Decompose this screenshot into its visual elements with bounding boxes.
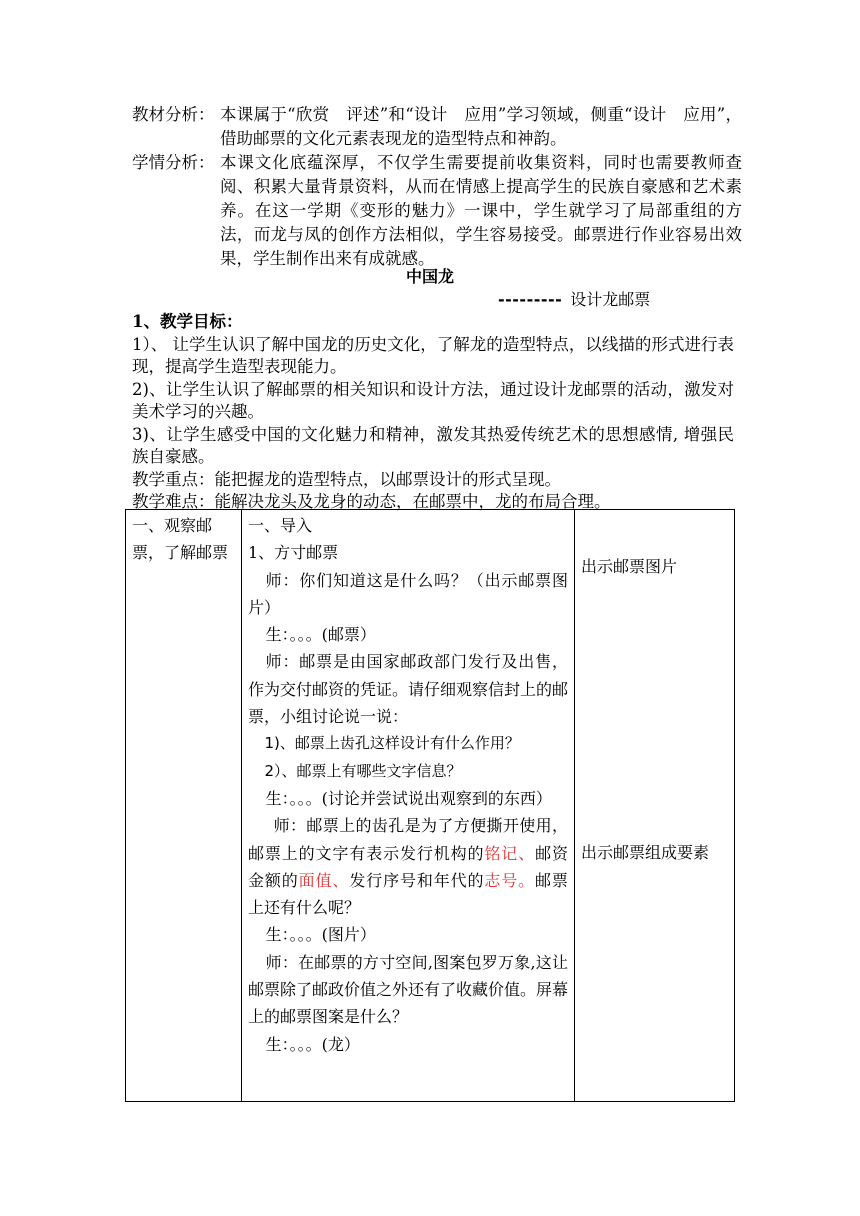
process-line bbox=[248, 812, 568, 921]
process-text: 邮资金额的 bbox=[248, 843, 568, 890]
process-line: 生：。。。(龙） bbox=[265, 1034, 360, 1054]
highlight-zhihao: 志号。 bbox=[484, 870, 536, 890]
student-analysis-label: 学情分析： bbox=[132, 153, 215, 172]
process-line: 生：。。。(讨论并尝试说出观察到的东西） bbox=[265, 788, 552, 808]
student-analysis bbox=[132, 151, 742, 271]
textbook-analysis-label: 教材分析： bbox=[132, 105, 215, 124]
process-text: 发行序号和年代的 bbox=[349, 870, 485, 890]
highlight-mingji: 铭记、 bbox=[484, 843, 536, 863]
process-line: 2）、邮票上有哪些文字信息？ bbox=[264, 761, 462, 780]
difficulty-point: 教学难点：能解决龙头及龙身的动态，在邮票中，龙的布局合理。 bbox=[132, 492, 611, 511]
process-line: 生：。。。(图片） bbox=[265, 925, 376, 945]
goals-heading: 1、教学目标： bbox=[132, 312, 243, 331]
process-text: 师：邮票上的齿孔是为了方便撕开使用，邮票上的文字有表示发行机构的 bbox=[248, 816, 568, 863]
goal-item-2: 2)、让学生认识了解邮票的相关知识和设计方法，通过设计龙邮票的活动，激发对美术学习的兴趣。 bbox=[132, 379, 734, 421]
goal-item-3: 3)、让学生感受中国的文化魅力和精神，激发其热爱传统艺术的思想感情, 增强民族自豪感。 bbox=[132, 424, 734, 466]
subtitle-dashes: --------- bbox=[498, 290, 563, 309]
highlight-mianzhi: 面值、 bbox=[298, 870, 350, 890]
notes-cell bbox=[575, 510, 735, 1102]
process-line: 生：。。。(邮票） bbox=[265, 625, 376, 645]
process-line: 师：邮票是由国家邮政部门发行及出售，作为交付邮资的凭证。请仔细观察信封上的邮票，小组讨论说一说： bbox=[248, 652, 569, 727]
goal-item-1: 1）、 让学生认识了解中国龙的历史文化，了解龙的造型特点，以线描的形式进行表现，提高学生造型表现能力。 bbox=[132, 334, 734, 376]
textbook-analysis-text: 本课属于“欣赏 评述”和“设计 应用”学习领域，侧重“设计 应用”，借助邮票的文化元素表现龙的造型特点和神韵。 bbox=[220, 105, 742, 148]
process-line: 师：在邮票的方寸空间,图案包罗万象,这让邮票除了邮政价值之外还有了收藏价值。屏幕上的邮票图案是什么？ bbox=[248, 952, 569, 1027]
process-cell bbox=[242, 510, 575, 1102]
lesson-subtitle bbox=[498, 287, 650, 310]
stage-text: 一、观察邮票，了解邮票 bbox=[132, 516, 229, 563]
process-text: 邮票上还有什么呢？ bbox=[248, 870, 568, 918]
subtitle-text: 设计龙邮票 bbox=[570, 290, 651, 309]
lesson-table bbox=[125, 509, 735, 1102]
lesson-title: 中国龙 bbox=[405, 267, 454, 286]
note-stamp-elements: 出示邮票组成要素 bbox=[581, 843, 710, 863]
textbook-analysis bbox=[132, 103, 742, 151]
process-line: 1)、邮票上齿孔这样设计有什么作用？ bbox=[264, 734, 520, 753]
student-analysis-text: 本课文化底蕴深厚，不仅学生需要提前收集资料，同时也需要教师查阅、积累大量背景资料，从而在情感上提高学生的民族自豪感和艺术素养。在这一学期《变形的魅力》一课中，学生就学习了局部重组的方法，而龙与凤的创作方法相似，学生容易接受。邮票进行作业容易出效果，学生制作出来有成就感。 bbox=[220, 153, 742, 268]
table-row bbox=[126, 510, 735, 1102]
process-line: 师：你们知道这是什么吗？（出示邮票图片） bbox=[248, 570, 568, 617]
process-line: 1、方寸邮票 bbox=[248, 543, 339, 563]
stage-cell bbox=[126, 510, 242, 1102]
teaching-goals bbox=[132, 311, 734, 514]
process-line: 一、导入 bbox=[248, 516, 313, 535]
note-stamp-image: 出示邮票图片 bbox=[581, 557, 678, 576]
key-point: 教学重点：能把握龙的造型特点，以邮票设计的形式呈现。 bbox=[132, 469, 561, 489]
